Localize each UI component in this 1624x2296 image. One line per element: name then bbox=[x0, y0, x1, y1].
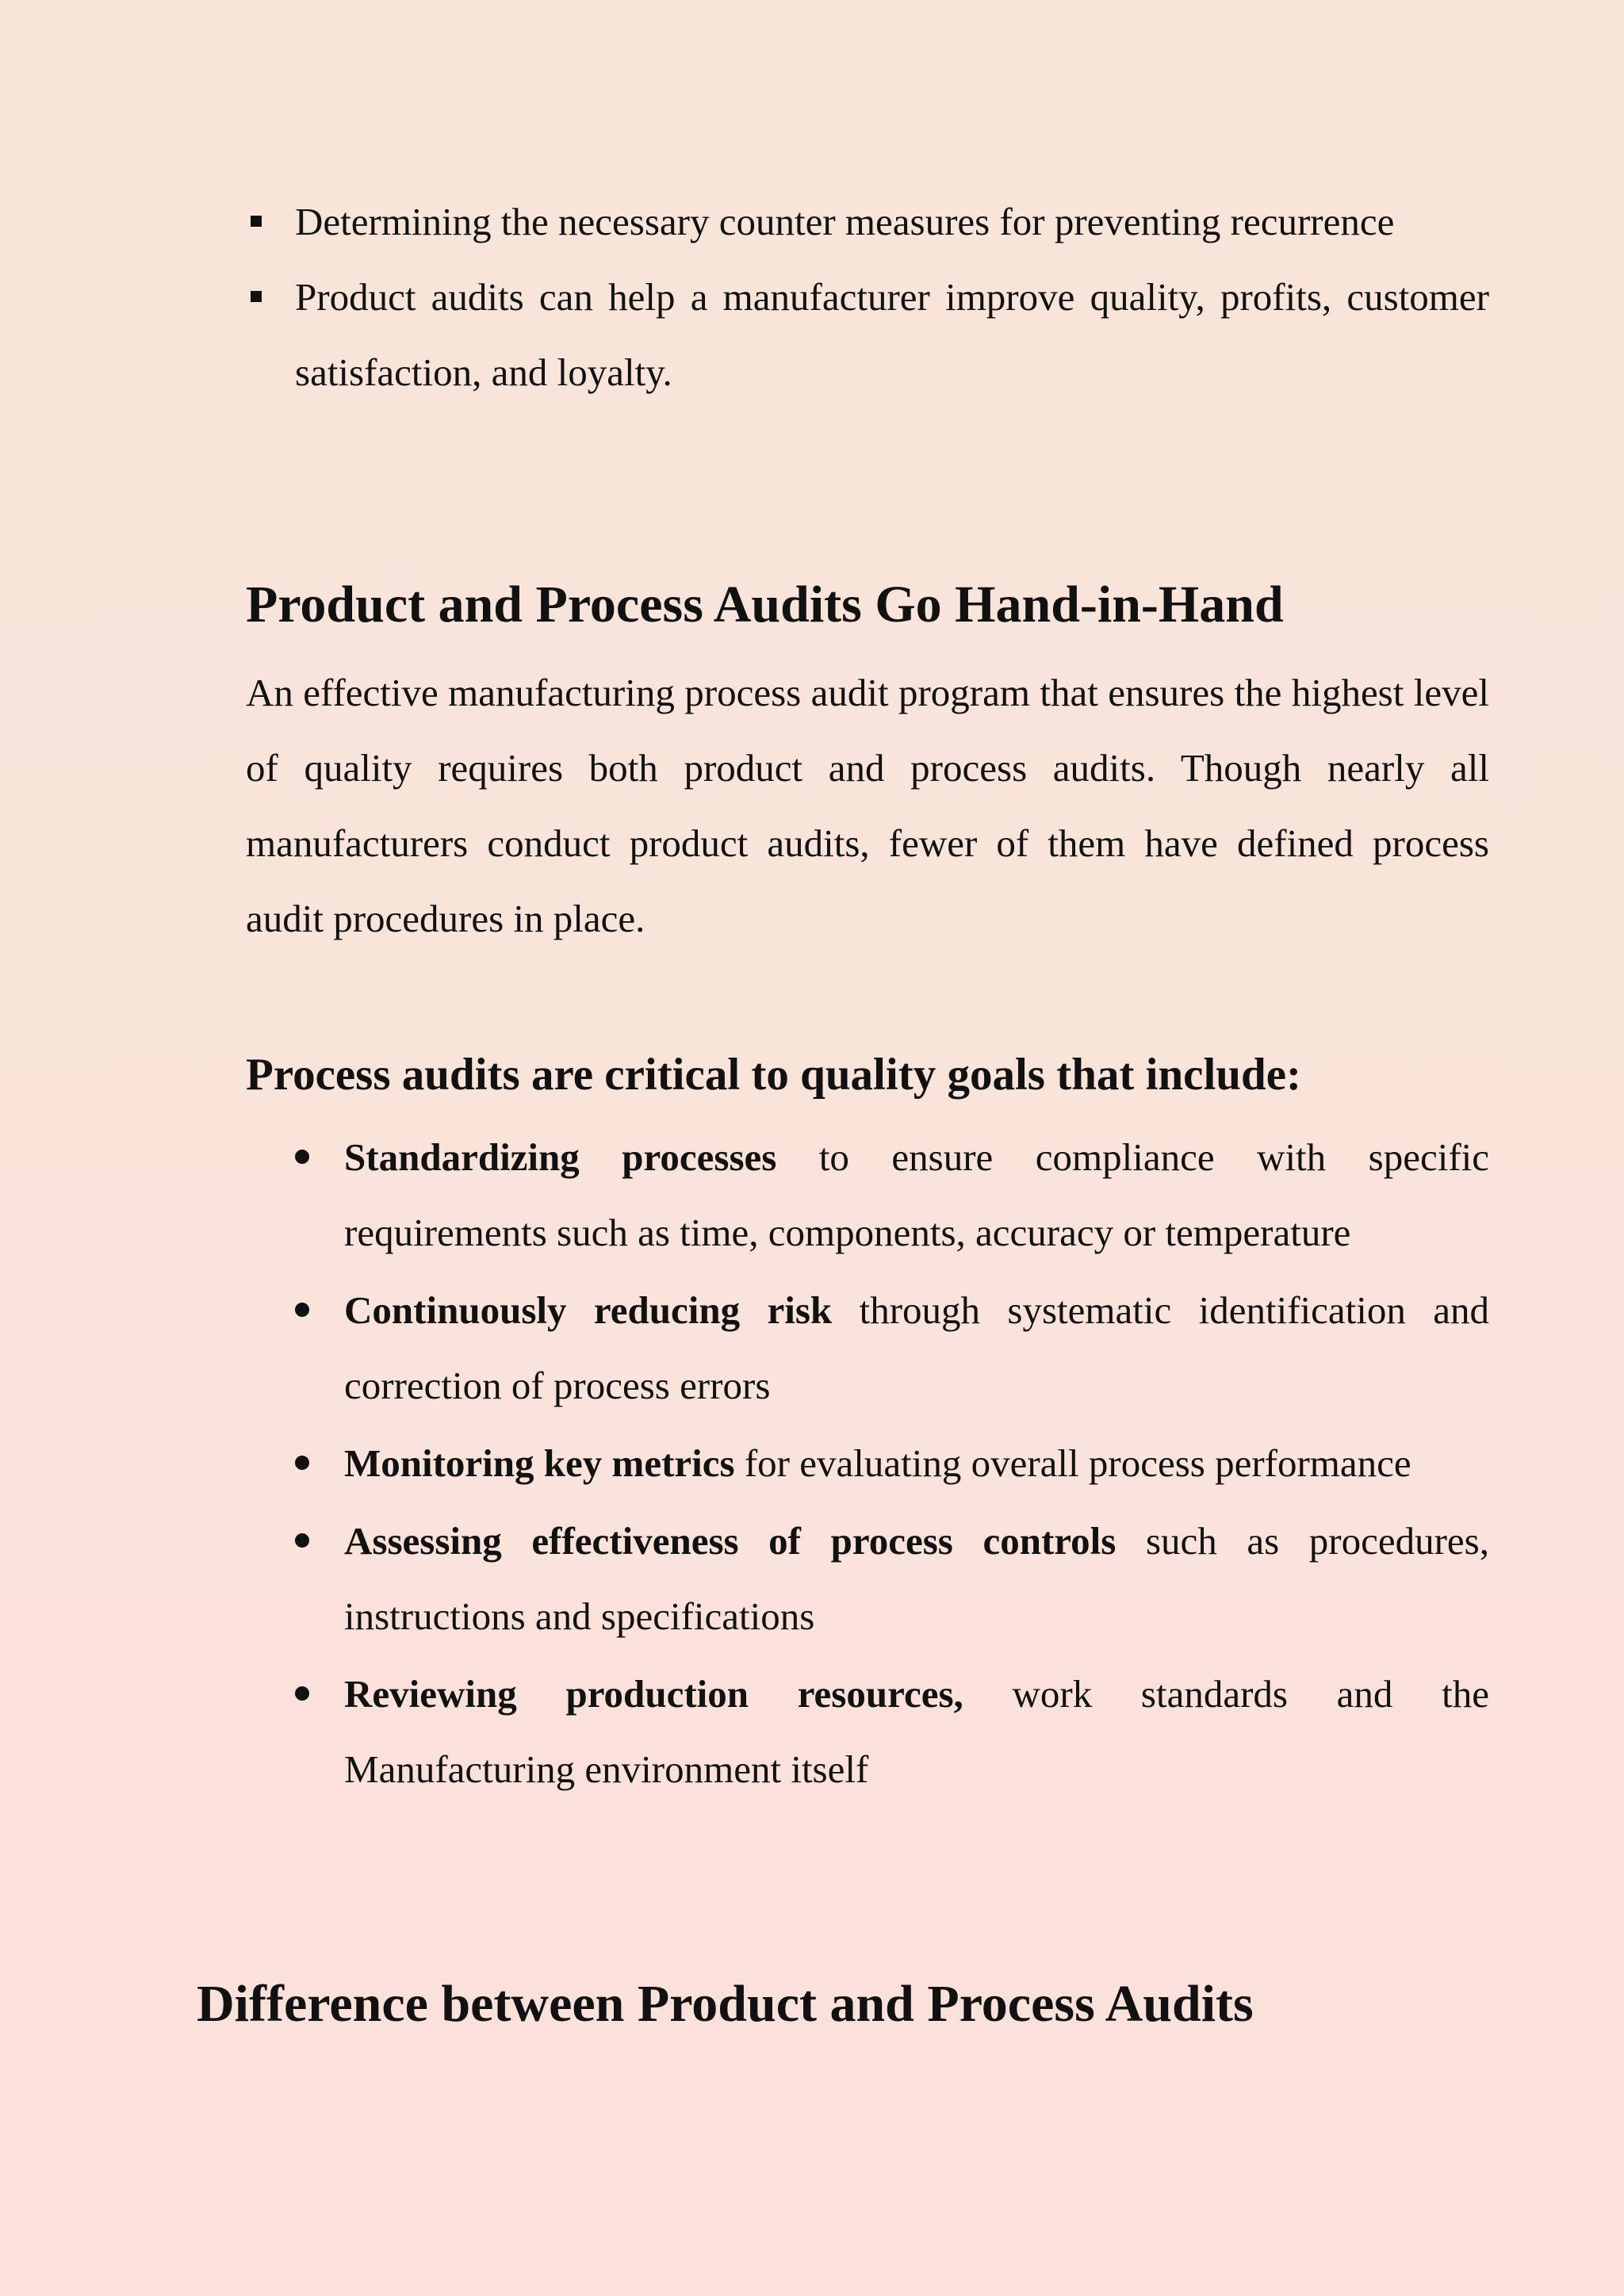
subsection-heading: Process audits are critical to quality goals that include: bbox=[246, 1050, 1301, 1100]
item-rest: to ensure compliance with specific requirements such as time, components, accuracy or temperature bbox=[344, 1135, 1489, 1254]
list-item bbox=[295, 1425, 1489, 1501]
item-rest: through systematic identification and correction of process errors bbox=[344, 1288, 1490, 1407]
round-bullet-icon bbox=[295, 1456, 309, 1470]
item-rest: for evaluating overall process performance bbox=[734, 1441, 1411, 1485]
item-bold-lead: Continuously reducing risk bbox=[344, 1288, 833, 1332]
square-bullet-list bbox=[246, 184, 1489, 410]
square-bullet-icon bbox=[251, 291, 262, 302]
round-bullet-icon bbox=[295, 1533, 309, 1548]
round-bullet-icon bbox=[295, 1303, 309, 1317]
section-heading: Product and Process Audits Go Hand-in-Hand bbox=[246, 576, 1284, 633]
list-item-text bbox=[344, 1503, 1489, 1654]
round-bullet-icon bbox=[295, 1686, 309, 1701]
list-item-text bbox=[344, 1425, 1489, 1501]
item-bold-lead: Assessing effectiveness of process controls bbox=[344, 1519, 1116, 1563]
list-item bbox=[246, 259, 1489, 410]
item-rest: work standards and the Manufacturing environment itself bbox=[344, 1672, 1489, 1791]
item-bold-lead: Standardizing processes bbox=[344, 1135, 777, 1179]
list-item-text bbox=[344, 1272, 1489, 1423]
section-heading: Difference between Product and Process Audits bbox=[197, 1975, 1254, 2033]
list-item bbox=[295, 1272, 1489, 1423]
quality-goals-list bbox=[295, 1119, 1489, 1809]
list-item-text: Determining the necessary counter measures for preventing recurrence bbox=[295, 200, 1395, 243]
square-bullet-icon bbox=[251, 216, 262, 227]
list-item-text: Product audits can help a manufacturer improve quality, profits, customer satisfaction, and loyalty. bbox=[295, 275, 1489, 394]
list-item bbox=[295, 1656, 1489, 1807]
list-item-text bbox=[344, 1119, 1489, 1270]
list-item bbox=[295, 1503, 1489, 1654]
list-item bbox=[246, 184, 1489, 259]
list-item-text bbox=[344, 1656, 1489, 1807]
body-paragraph: An effective manufacturing process audit program that ensures the highest level of quality requires both product and process audits. Though nearly all manufacturers conduct product audits, fewer of them have defined process audit procedures in place. bbox=[246, 671, 1489, 940]
item-bold-lead: Monitoring key metrics bbox=[344, 1441, 735, 1485]
list-item bbox=[295, 1119, 1489, 1270]
item-rest: such as procedures, instructions and specifications bbox=[344, 1519, 1489, 1638]
round-bullet-icon bbox=[295, 1150, 309, 1164]
item-bold-lead: Reviewing production resources, bbox=[344, 1672, 963, 1716]
